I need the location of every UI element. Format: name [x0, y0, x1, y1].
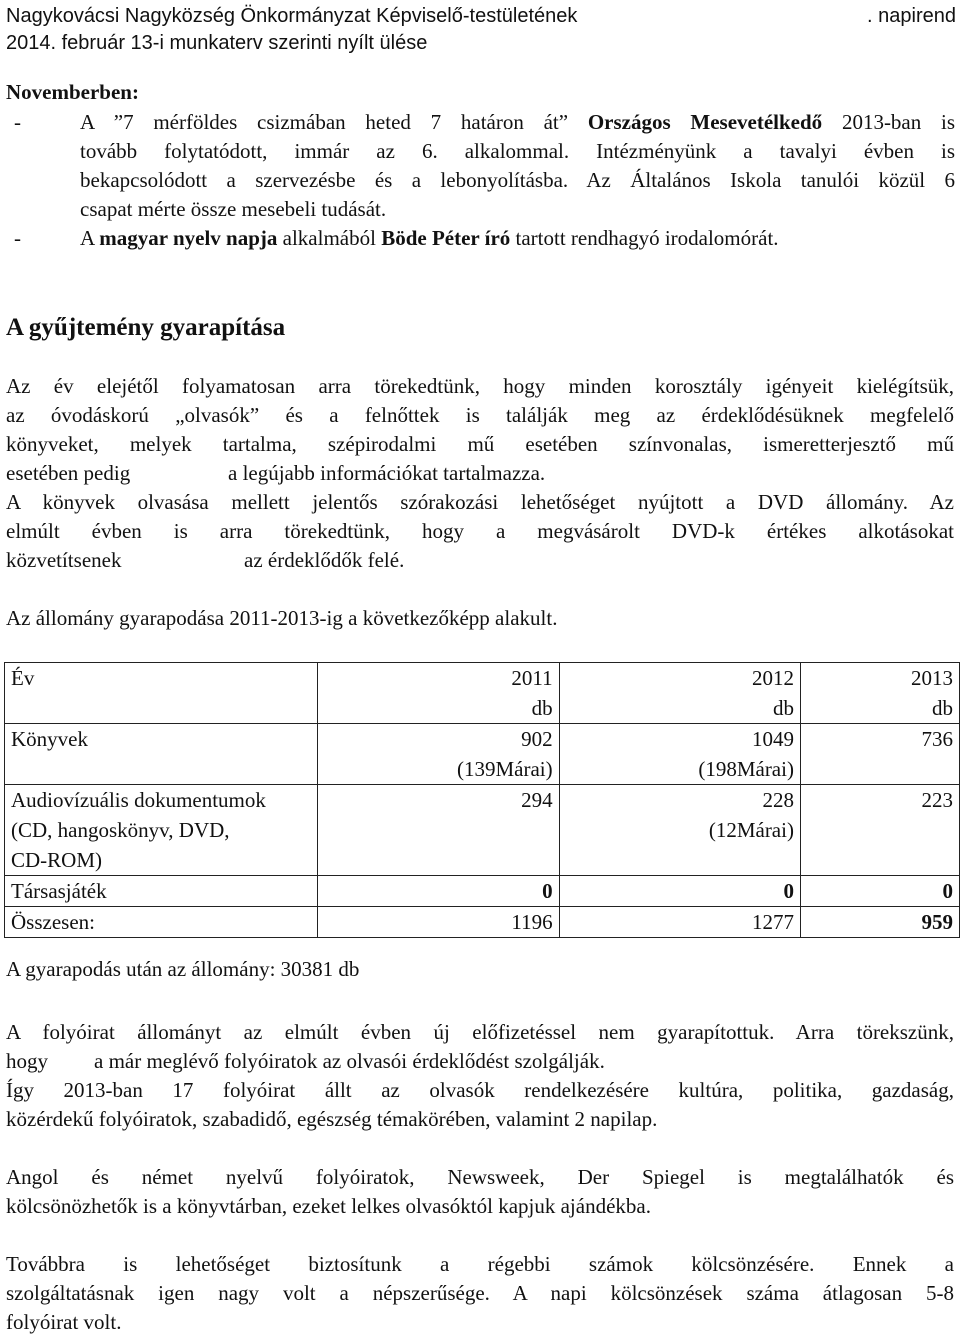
item1-line-3: bekapcsolódott a szervezésbe és a lebonyolításba. Az Általános Iskola tanulói közül 6: [80, 168, 955, 192]
p6-line-1: Továbbra is lehetőséget biztosítunk a régebbi számok kölcsönzésére. Ennek a: [6, 1252, 954, 1276]
header-cell-year: Év: [5, 663, 318, 724]
books-2013: 736: [800, 724, 959, 785]
games-label: Társasjáték: [5, 876, 318, 907]
bullet-dash-2: -: [14, 226, 21, 250]
item2-post: tartott rendhagyó irodalomórát.: [515, 226, 779, 250]
av-2012: 228 (12Márai): [559, 785, 800, 876]
books-2011: 902 (139Márai): [318, 724, 559, 785]
stock-total: A gyarapodás után az állomány: 30381 db: [6, 957, 360, 981]
p3-line-2b: a már meglévő folyóiratok az olvasói érdeklődést szolgálják.: [94, 1049, 605, 1073]
p1-line-3: könyveket, melyek tartalma, szépirodalmi mű esetében színvonalas, ismeretterjesztő mű: [6, 432, 954, 456]
p5-line-1: Angol és német nyelvű folyóiratok, Newsweek, Der Spiegel is megtalálhatók és: [6, 1165, 954, 1189]
header-cell-2012: 2012 db: [559, 663, 800, 724]
p1-line-4b: a legújabb információkat tartalmazza.: [228, 461, 546, 485]
p1-line-2: az óvodáskorú „olvasók” és a felnőttek is találják meg az érdeklődésüknek megfelelő: [6, 403, 954, 427]
av-2013: 223: [800, 785, 959, 876]
item1-line-1: [80, 110, 955, 135]
av-label: Audiovízuális dokumentumok (CD, hangoskönyv, DVD, CD-ROM): [5, 785, 318, 876]
item1-pre: A ”7 mérföldes csizmában heted 7 határon át”: [80, 110, 569, 134]
item2-mid: alkalmából: [282, 226, 376, 250]
total-label: Összesen:: [5, 907, 318, 938]
p5-line-2: kölcsönözhetők is a könyvtárban, ezeket lelkes olvasóktól kapjuk ajándékba.: [6, 1194, 651, 1218]
item1-line-2: tovább folytatódott, immár az 6. alkalommal. Intézményünk a tavalyi évben is: [80, 139, 955, 163]
header-cell-2013: 2013 db: [800, 663, 959, 724]
header-line-2: 2014. február 13-i munkaterv szerinti nyílt ülése: [6, 32, 428, 54]
p3-line-2a: hogy: [6, 1049, 48, 1073]
p2-line-2: elmúlt évben is arra törekedtünk, hogy a megvásárolt DVD-k értékes alkotásokat: [6, 519, 954, 543]
section-title: A gyűjtemény gyarapítása: [6, 314, 286, 341]
p2-line-3b: az érdeklődők felé.: [244, 548, 405, 572]
table-row: [5, 907, 960, 938]
item2-line: [80, 226, 779, 251]
p6-line-2: szolgáltatásnak igen nagy volt a népszerűsége. A napi kölcsönzések száma átlagosan 5-8: [6, 1281, 954, 1305]
games-2013: 0: [800, 876, 959, 907]
item2-bold-1: magyar nyelv napja: [99, 226, 278, 250]
table-row: [5, 876, 960, 907]
table-row: [5, 724, 960, 785]
header-napirend: . napirend: [867, 5, 956, 27]
p2-line-1: A könyvek olvasása mellett jelentős szórakozási lehetőséget nyújtott a DVD állomány. Az: [6, 490, 954, 514]
header-line-1: Nagykovácsi Nagyközség Önkormányzat Képviselő-testületének: [6, 5, 578, 27]
total-2012: 1277: [559, 907, 800, 938]
total-2013: 959: [800, 907, 959, 938]
books-label: Könyvek: [5, 724, 318, 785]
table-row: [5, 785, 960, 876]
november-heading: Novemberben:: [6, 80, 139, 104]
p4-line-1: Így 2013-ban 17 folyóirat állt az olvasók rendelkezésére kultúra, politika, gazdaság,: [6, 1078, 954, 1102]
books-2012: 1049 (198Márai): [559, 724, 800, 785]
games-2012: 0: [559, 876, 800, 907]
item2-a: A: [80, 226, 95, 250]
item1-bold: Országos Mesevetélkedő: [587, 110, 823, 134]
p1-line-1: Az év elejétől folyamatosan arra törekedtünk, hogy minden korosztály igényeit kielégítsük,: [6, 374, 954, 398]
av-2011: 294: [318, 785, 559, 876]
p3-line-1: A folyóirat állományt az elmúlt évben új előfizetéssel nem gyarapítottuk. Arra törekszünk,: [6, 1020, 954, 1044]
p1-line-4a: esetében pedig: [6, 461, 131, 485]
games-2011: 0: [318, 876, 559, 907]
p2-line-3a: közvetítsenek: [6, 548, 122, 572]
p4-line-2: közérdekű folyóiratok, szabadidő, egészség témakörében, valamint 2 napilap.: [6, 1107, 658, 1131]
acquisition-table: [4, 662, 960, 938]
p6-line-3: folyóirat volt.: [6, 1310, 122, 1334]
header-cell-2011: 2011 db: [318, 663, 559, 724]
table-row: [5, 663, 960, 724]
total-2011: 1196: [318, 907, 559, 938]
table-intro: Az állomány gyarapodása 2011-2013-ig a következőképp alakult.: [6, 606, 558, 630]
item1-post: 2013-ban is: [841, 110, 956, 134]
item2-bold-2: Böde Péter író: [381, 226, 511, 250]
item1-line-4: csapat mérte össze mesebeli tudását.: [80, 197, 387, 221]
bullet-dash-1: -: [14, 110, 21, 134]
